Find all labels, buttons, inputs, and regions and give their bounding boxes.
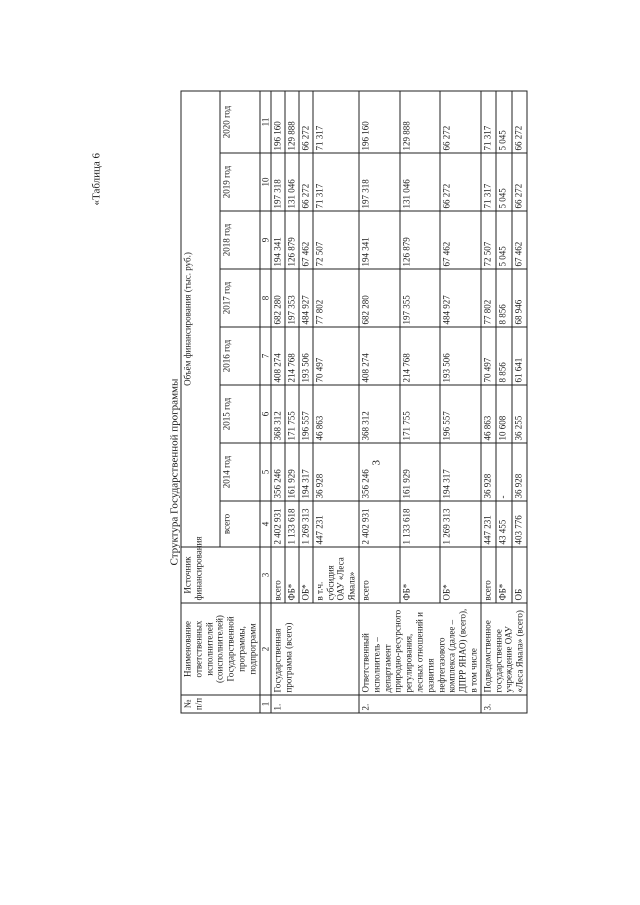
year-value: 66 272 xyxy=(440,153,481,211)
year-value: 68 946 xyxy=(511,269,526,327)
table-row xyxy=(358,91,399,713)
year-value: 214 768 xyxy=(399,327,440,385)
column-number-row xyxy=(259,91,271,713)
year-value: 5 045 xyxy=(496,153,511,211)
year-value: 5 045 xyxy=(496,211,511,269)
header-year: 2016 год xyxy=(220,327,259,385)
year-value: 131 046 xyxy=(285,153,299,211)
table-row xyxy=(480,91,495,713)
year-value: 193 506 xyxy=(440,327,481,385)
total-value: 1 269 313 xyxy=(298,501,312,547)
year-value: 171 755 xyxy=(399,385,440,443)
year-value: 66 272 xyxy=(298,91,312,153)
year-value: 70 497 xyxy=(312,327,358,385)
header-year: 2014 год xyxy=(220,443,259,501)
year-value: 77 802 xyxy=(480,269,495,327)
year-value: 67 462 xyxy=(298,211,312,269)
executor-name: Ответственный исполнитель – департамент природно-ресурсного регулирования, лесных отношений и развития нефтегазового комплекса (далее – ДПРР ЯНАО) (всего), в том числе xyxy=(358,603,480,695)
header-source: Источник финансирования xyxy=(181,547,260,603)
year-value: 10 608 xyxy=(496,385,511,443)
year-value: 214 768 xyxy=(285,327,299,385)
column-number: 9 xyxy=(259,211,271,269)
year-value: 70 497 xyxy=(480,327,495,385)
year-value: 196 557 xyxy=(440,385,481,443)
total-value: 2 402 931 xyxy=(271,501,285,547)
year-value: 368 312 xyxy=(271,385,285,443)
year-value: 72 507 xyxy=(312,211,358,269)
funding-source: всего xyxy=(271,547,285,603)
header-year: 2020 год xyxy=(220,91,259,153)
header-year: 2017 год xyxy=(220,269,259,327)
column-number: 6 xyxy=(259,385,271,443)
year-value: 77 802 xyxy=(312,269,358,327)
funding-source: ОБ xyxy=(511,547,526,603)
year-value: 131 046 xyxy=(399,153,440,211)
column-number: 10 xyxy=(259,153,271,211)
year-value: 71 317 xyxy=(312,153,358,211)
year-value: 8 856 xyxy=(496,269,511,327)
total-value: 2 402 931 xyxy=(358,501,399,547)
funding-source: ФБ* xyxy=(496,547,511,603)
header-num: № п/п xyxy=(181,695,260,713)
year-value: 682 280 xyxy=(271,269,285,327)
year-value: 36 928 xyxy=(511,443,526,501)
year-value: 129 888 xyxy=(285,91,299,153)
year-value: 67 462 xyxy=(511,211,526,269)
column-number: 1 xyxy=(259,695,271,713)
year-value: 5 045 xyxy=(496,91,511,153)
header-row-1 xyxy=(181,91,220,713)
funding-source: ФБ* xyxy=(399,547,440,603)
year-value: 194 341 xyxy=(271,211,285,269)
executor-name: Подведомственное государственное учреждение ОАУ «Леса Ямала» (всего) xyxy=(480,603,526,695)
funding-source: всего xyxy=(358,547,399,603)
year-value: 36 928 xyxy=(312,443,358,501)
year-value: 71 317 xyxy=(480,91,495,153)
funding-source: ФБ* xyxy=(285,547,299,603)
year-value: 67 462 xyxy=(440,211,481,269)
year-value: 8 856 xyxy=(496,327,511,385)
executor-name: Государственная программа (всего) xyxy=(271,603,359,695)
table-label: «Таблица 6 xyxy=(90,152,102,205)
year-value: 66 272 xyxy=(511,153,526,211)
year-value: 46 863 xyxy=(312,385,358,443)
total-value: 447 231 xyxy=(480,501,495,547)
header-total: всего xyxy=(220,501,259,547)
column-number: 5 xyxy=(259,443,271,501)
year-value: 484 927 xyxy=(298,269,312,327)
year-value: 194 317 xyxy=(440,443,481,501)
total-value: 1 133 618 xyxy=(285,501,299,547)
year-value: 161 929 xyxy=(399,443,440,501)
year-value: 196 160 xyxy=(271,91,285,153)
total-value: 1 133 618 xyxy=(399,501,440,547)
year-value: 66 272 xyxy=(440,91,481,153)
year-value: 197 318 xyxy=(358,153,399,211)
year-value: 368 312 xyxy=(358,385,399,443)
year-value: 72 507 xyxy=(480,211,495,269)
year-value: 196 160 xyxy=(358,91,399,153)
funding-source: всего xyxy=(480,547,495,603)
year-value: 194 317 xyxy=(298,443,312,501)
funding-source: ОБ* xyxy=(440,547,481,603)
year-value: 682 280 xyxy=(358,269,399,327)
column-number: 2 xyxy=(259,603,271,695)
year-value: 71 317 xyxy=(480,153,495,211)
year-value: 66 272 xyxy=(511,91,526,153)
year-value: 126 879 xyxy=(285,211,299,269)
year-value: 71 317 xyxy=(312,91,358,153)
total-value: 43 455 xyxy=(496,501,511,547)
year-value: 61 641 xyxy=(511,327,526,385)
year-value: 197 318 xyxy=(271,153,285,211)
total-value: 447 231 xyxy=(312,501,358,547)
column-number: 7 xyxy=(259,327,271,385)
year-value: 36 255 xyxy=(511,385,526,443)
year-value: 197 355 xyxy=(399,269,440,327)
year-value: 161 929 xyxy=(285,443,299,501)
year-value: - xyxy=(496,443,511,501)
header-name: Наименование ответственных исполнителей (соисполнителей) Государственной программы, подпрограмм xyxy=(181,603,260,695)
row-number: 1. xyxy=(271,695,359,713)
total-value: 403 776 xyxy=(511,501,526,547)
year-value: 356 246 xyxy=(271,443,285,501)
year-value: 356 246 xyxy=(358,443,399,501)
funding-source: в т.ч. субсидия ОАУ «Леса Ямала» xyxy=(312,547,358,603)
row-number: 2. xyxy=(358,695,480,713)
year-value: 36 928 xyxy=(480,443,495,501)
header-volume: Объём финансирования (тыс. руб.) xyxy=(181,91,220,547)
header-year: 2018 год xyxy=(220,211,259,269)
year-value: 197 353 xyxy=(285,269,299,327)
year-value: 408 274 xyxy=(271,327,285,385)
column-number: 4 xyxy=(259,501,271,547)
column-number: 3 xyxy=(259,547,271,603)
year-value: 194 341 xyxy=(358,211,399,269)
year-value: 126 879 xyxy=(399,211,440,269)
year-value: 66 272 xyxy=(298,153,312,211)
total-value: 1 269 313 xyxy=(440,501,481,547)
header-year: 2015 год xyxy=(220,385,259,443)
table-row xyxy=(271,91,285,713)
year-value: 171 755 xyxy=(285,385,299,443)
row-number: 3. xyxy=(480,695,526,713)
year-value: 46 863 xyxy=(480,385,495,443)
year-value: 408 274 xyxy=(358,327,399,385)
header-year: 2019 год xyxy=(220,153,259,211)
year-value: 193 506 xyxy=(298,327,312,385)
financing-structure-table xyxy=(180,90,527,713)
year-value: 196 557 xyxy=(298,385,312,443)
column-number: 11 xyxy=(259,91,271,153)
document-title: Структура Государственной программы xyxy=(168,378,180,565)
year-value: 484 927 xyxy=(440,269,481,327)
year-value: 129 888 xyxy=(399,91,440,153)
page-number: 3 xyxy=(370,459,382,465)
funding-source: ОБ* xyxy=(298,547,312,603)
column-number: 8 xyxy=(259,269,271,327)
